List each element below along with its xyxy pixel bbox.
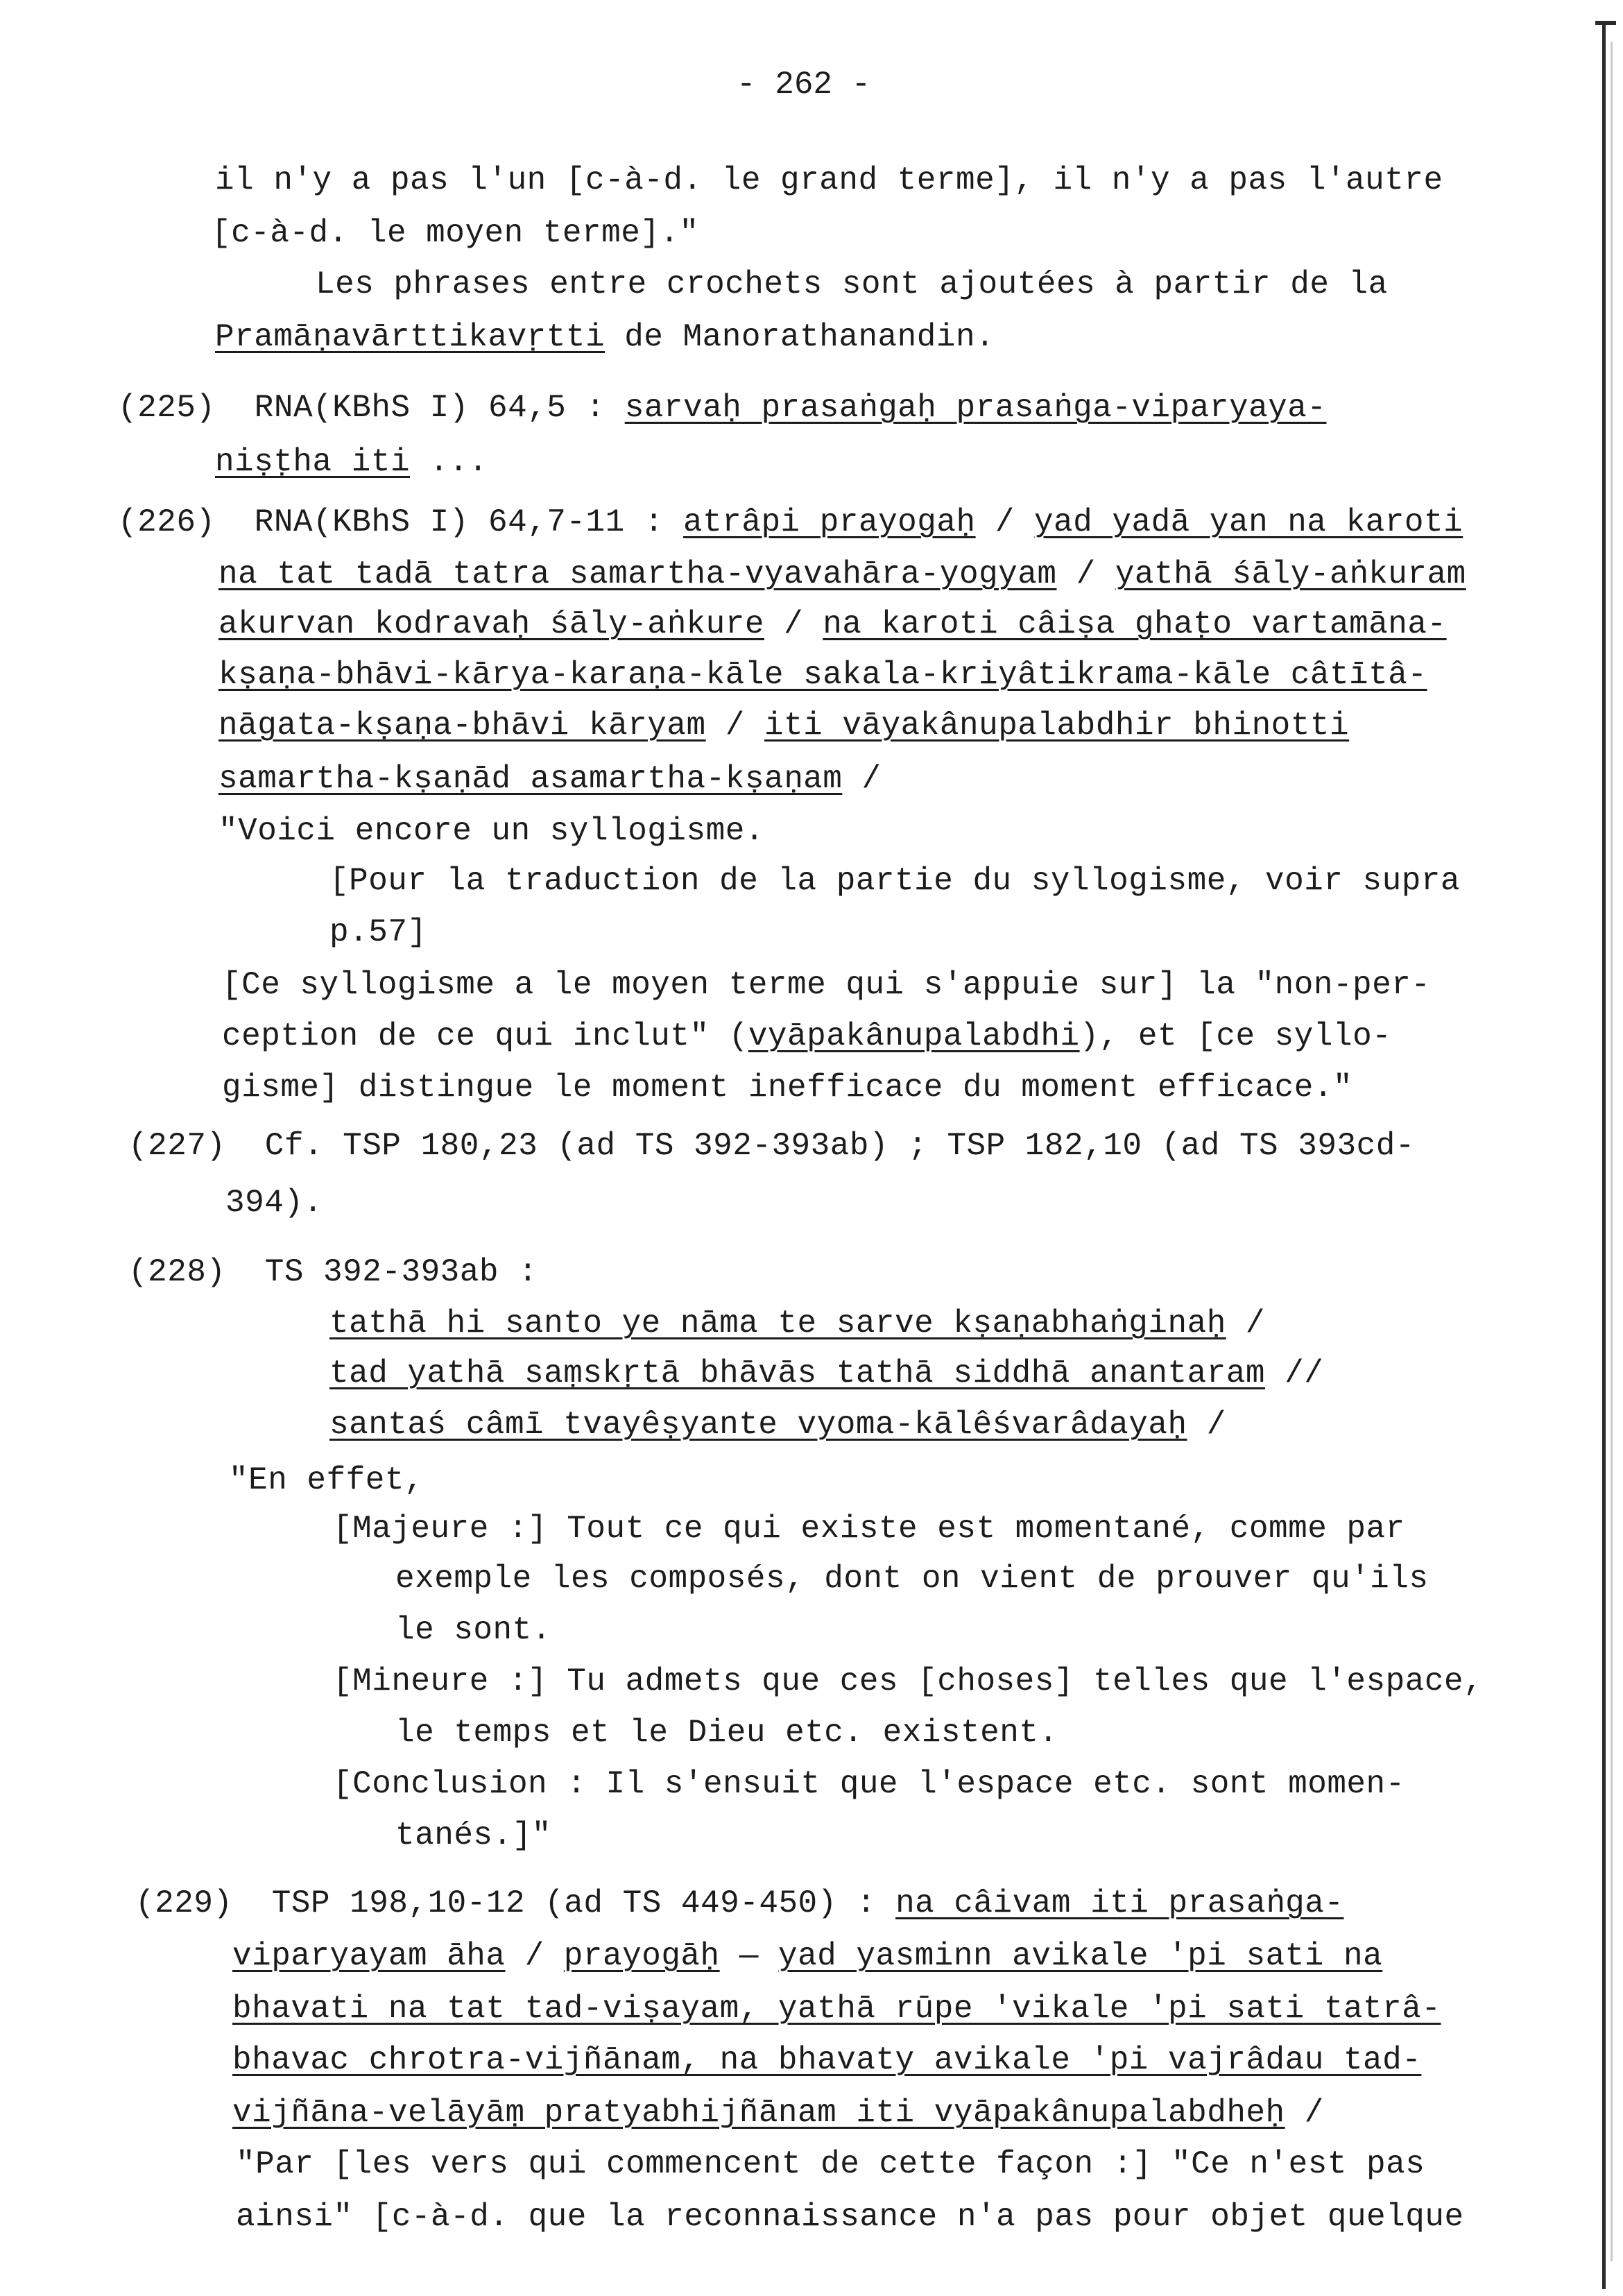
text-segment: / [1226,1305,1266,1342]
text-line [232,1989,1441,2028]
text-segment: [Majeure :] Tout ce qui existe est momentané, comme par [333,1511,1405,1547]
text-segment: [Pour la traduction de la partie du syllogisme, voir supra [329,863,1461,899]
text-line [215,443,488,481]
underlined-sanskrit-text: tathā hi santo ye nāma te sarve kṣaṇabhaṅginaḥ [329,1305,1226,1342]
underlined-sanskrit-text: nāgata-kṣaṇa-bhāvi kāryam [218,708,706,744]
text-line [329,1304,1265,1343]
text-segment: gisme] distingue le moment inefficace du moment efficace." [222,1070,1353,1106]
scan-page-edge [1602,21,1606,2289]
underlined-sanskrit-text: akurvan kodravaḥ śāly-aṅkure [218,606,764,642]
text-line [128,1126,1415,1165]
text-segment: 394). [225,1185,323,1221]
text-segment: / [842,761,882,797]
text-segment: / [975,504,1034,540]
text-segment: "Voici encore un syllogisme. [218,813,764,849]
underlined-sanskrit-text: na tat tadā tatra samartha-vyavahāra-yogyam [218,556,1057,592]
text-segment: p.57] [329,914,427,950]
underlined-sanskrit-text: samartha-kṣaṇād asamartha-kṣaṇam [218,761,843,797]
text-line [329,862,1460,900]
text-segment: / [1285,2095,1324,2131]
text-line [329,913,427,952]
text-line [215,161,1443,200]
text-line [222,1068,1352,1107]
scan-shadow [1611,42,1613,2261]
underlined-sanskrit-text: vijñāna-velāyāṃ pratyabhijñānam iti vyāpakânupalabdheḥ [232,2095,1285,2131]
text-segment: le sont. [395,1612,551,1648]
text-line [218,555,1466,594]
text-line [212,214,699,252]
text-line [316,265,1388,304]
text-line [329,1354,1323,1393]
text-line [218,760,882,798]
underlined-sanskrit-text: yathā śāly-aṅkuram [1115,556,1466,592]
text-line [236,2145,1425,2184]
text-segment: de Manorathanandin. [605,319,995,355]
text-line [232,2041,1421,2080]
text-line [135,1884,1343,1923]
text-segment: il n'y a pas l'un [c-à-d. le grand terme], il n'y a pas l'autre [215,162,1443,198]
text-segment: / [1056,556,1115,592]
text-line [333,1662,1483,1701]
text-line [232,2093,1324,2132]
text-segment: (226) RNA(KBhS I) 64,7-11 : [118,504,684,540]
text-segment: "Par [les vers qui commencent de cette façon :] "Ce n'est pas [236,2146,1425,2182]
text-line [395,1713,1058,1752]
text-line [218,605,1447,644]
underlined-sanskrit-text: na câivam iti prasaṅga- [895,1885,1344,1921]
text-segment: (227) Cf. TSP 180,23 (ad TS 392-393ab) ; TSP 182,10 (ad TS 393cd- [128,1128,1415,1164]
text-segment: [Ce syllogisme a le moyen terme qui s'appuie sur] la "non-per- [222,967,1431,1003]
text-segment: / [764,606,823,642]
text-line [218,656,1427,694]
text-line [229,1461,424,1500]
text-line [118,388,1326,427]
text-segment: (229) TSP 198,10-12 (ad TS 449-450) : [135,1885,896,1921]
text-segment: / [705,708,764,744]
text-segment: ), et [ce syllo- [1079,1018,1392,1054]
text-segment: "En effet, [229,1462,424,1498]
text-line [218,706,1349,745]
text-line [215,318,995,357]
text-line [128,1253,538,1292]
underlined-sanskrit-text: Pramāṇavārttikavṛtti [215,319,606,355]
underlined-sanskrit-text: yad yasminn avikale 'pi sati na [778,1938,1383,1974]
text-line [395,1816,551,1855]
underlined-sanskrit-text: kṣaṇa-bhāvi-kārya-karaṇa-kāle sakala-kriyâtikrama-kāle câtītâ- [218,657,1427,693]
text-segment: [Conclusion : Il s'ensuit que l'espace etc. sont momen- [333,1766,1405,1802]
text-segment: ... [410,444,488,480]
text-segment: — [719,1938,778,1974]
underlined-sanskrit-text: santaś câmī tvayêṣyante vyoma-kālêśvarâdayaḥ [329,1407,1187,1443]
text-segment: ainsi" [c-à-d. que la reconnaissance n'a pas pour objet quelque [236,2199,1464,2235]
text-segment: le temps et le Dieu etc. existent. [395,1715,1058,1751]
text-segment: // [1265,1355,1324,1391]
underlined-sanskrit-text: iti vāyakânupalabdhir bhinotti [764,708,1350,744]
text-line [222,1017,1391,1056]
text-line [395,1559,1429,1598]
text-segment: / [1187,1407,1226,1443]
text-segment: [c-à-d. le moyen terme]." [212,215,699,251]
underlined-sanskrit-text: bhavati na tat tad-viṣayam, yathā rūpe 'vikale 'pi sati tatrâ- [232,1991,1441,2027]
text-line [333,1765,1405,1804]
text-line [225,1183,323,1222]
text-line [329,1405,1226,1444]
underlined-sanskrit-text: atrâpi prayogaḥ [683,504,976,540]
text-line [222,966,1430,1004]
underlined-sanskrit-text: niṣṭha iti [215,444,411,480]
page-number: - 262 - [737,67,871,103]
text-segment: exemple les composés, dont on vient de prouver qu'ils [395,1561,1429,1597]
text-segment: ception de ce qui inclut" ( [222,1018,748,1054]
underlined-sanskrit-text: na karoti câiṣa ghaṭo vartamāna- [823,606,1447,642]
underlined-sanskrit-text: viparyayam āha [232,1938,506,1974]
text-line [395,1611,551,1650]
text-segment: (228) TS 392-393ab : [128,1254,538,1290]
underlined-sanskrit-text: vyāpakânupalabdhi [748,1018,1080,1054]
text-segment: Les phrases entre crochets sont ajoutées à partir de la [316,266,1388,302]
underlined-sanskrit-text: yad yadā yan na karoti [1033,504,1463,540]
underlined-sanskrit-text: bhavac chrotra-vijñānam, na bhavaty avikale 'pi vajrâdau tad- [232,2042,1422,2078]
scan-page-corner [1595,21,1616,25]
text-line [232,1937,1382,1976]
text-line [236,2198,1464,2236]
text-line [218,812,764,850]
text-segment: / [505,1938,564,1974]
text-line [333,1509,1405,1548]
text-segment: [Mineure :] Tu admets que ces [choses] telles que l'espace, [333,1663,1484,1699]
text-segment: (225) RNA(KBhS I) 64,5 : [118,390,625,426]
underlined-sanskrit-text: prayogāḥ [563,1938,720,1974]
text-segment: tanés.]" [395,1817,551,1853]
text-line [118,503,1463,542]
underlined-sanskrit-text: sarvaḥ prasaṅgaḥ prasaṅga-viparyaya- [624,390,1327,426]
underlined-sanskrit-text: tad yathā saṃskṛtā bhāvās tathā siddhā anantaram [329,1355,1266,1391]
